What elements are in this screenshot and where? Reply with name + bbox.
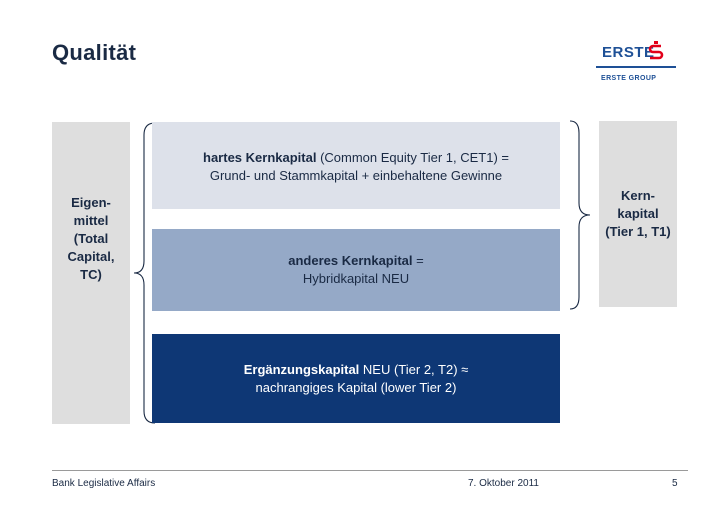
hartes-kernkapital-line1 [203,149,509,167]
ergaenzungskapital-box [152,334,560,423]
erste-logo: ERSTE [602,44,655,61]
page-title: Qualität [52,40,137,65]
right-curly-brace [568,119,598,311]
ergaenzungskapital-line1 [244,361,469,379]
kernkapital-label: Kern- kapital (Tier 1, T1) [605,188,671,239]
eigenmittel-box [52,122,130,424]
footer-date: 7. Oktober 2011 [468,478,539,489]
ergaenzungskapital-line2: nachrangiges Kapital (lower Tier 2) [255,379,457,395]
ergaenzungskapital-term: Ergänzungskapital [243,361,360,377]
hartes-kernkapital-line2: Grund- und Stammkapital + einbehaltene Gewinne [209,168,503,183]
erste-group-label: ERSTE GROUP [601,75,657,82]
kernkapital-box [599,121,677,307]
eigenmittel-label: Eigen- mittel (Total Capital, TC) [67,195,115,282]
hartes-kernkapital-box [152,122,560,209]
anderes-kernkapital-line1 [288,252,424,270]
ergaenzungskapital-definition: NEU (Tier 2, T2) ≈ [359,361,469,377]
page-number: 5 [672,478,678,489]
sparkasse-s-icon [648,40,664,60]
anderes-kernkapital-box [152,229,560,311]
hartes-kernkapital-definition: (Common Equity Tier 1, CET1) = [316,150,509,165]
anderes-kernkapital-definition: = [412,253,424,268]
hartes-kernkapital-term: hartes Kernkapital [203,150,317,165]
anderes-kernkapital-term: anderes Kernkapital [288,253,413,268]
footer-divider [52,470,688,471]
footer-department: Bank Legislative Affairs [52,478,156,489]
anderes-kernkapital-line2: Hybridkapital NEU [302,271,410,286]
logo-underline [596,66,676,68]
